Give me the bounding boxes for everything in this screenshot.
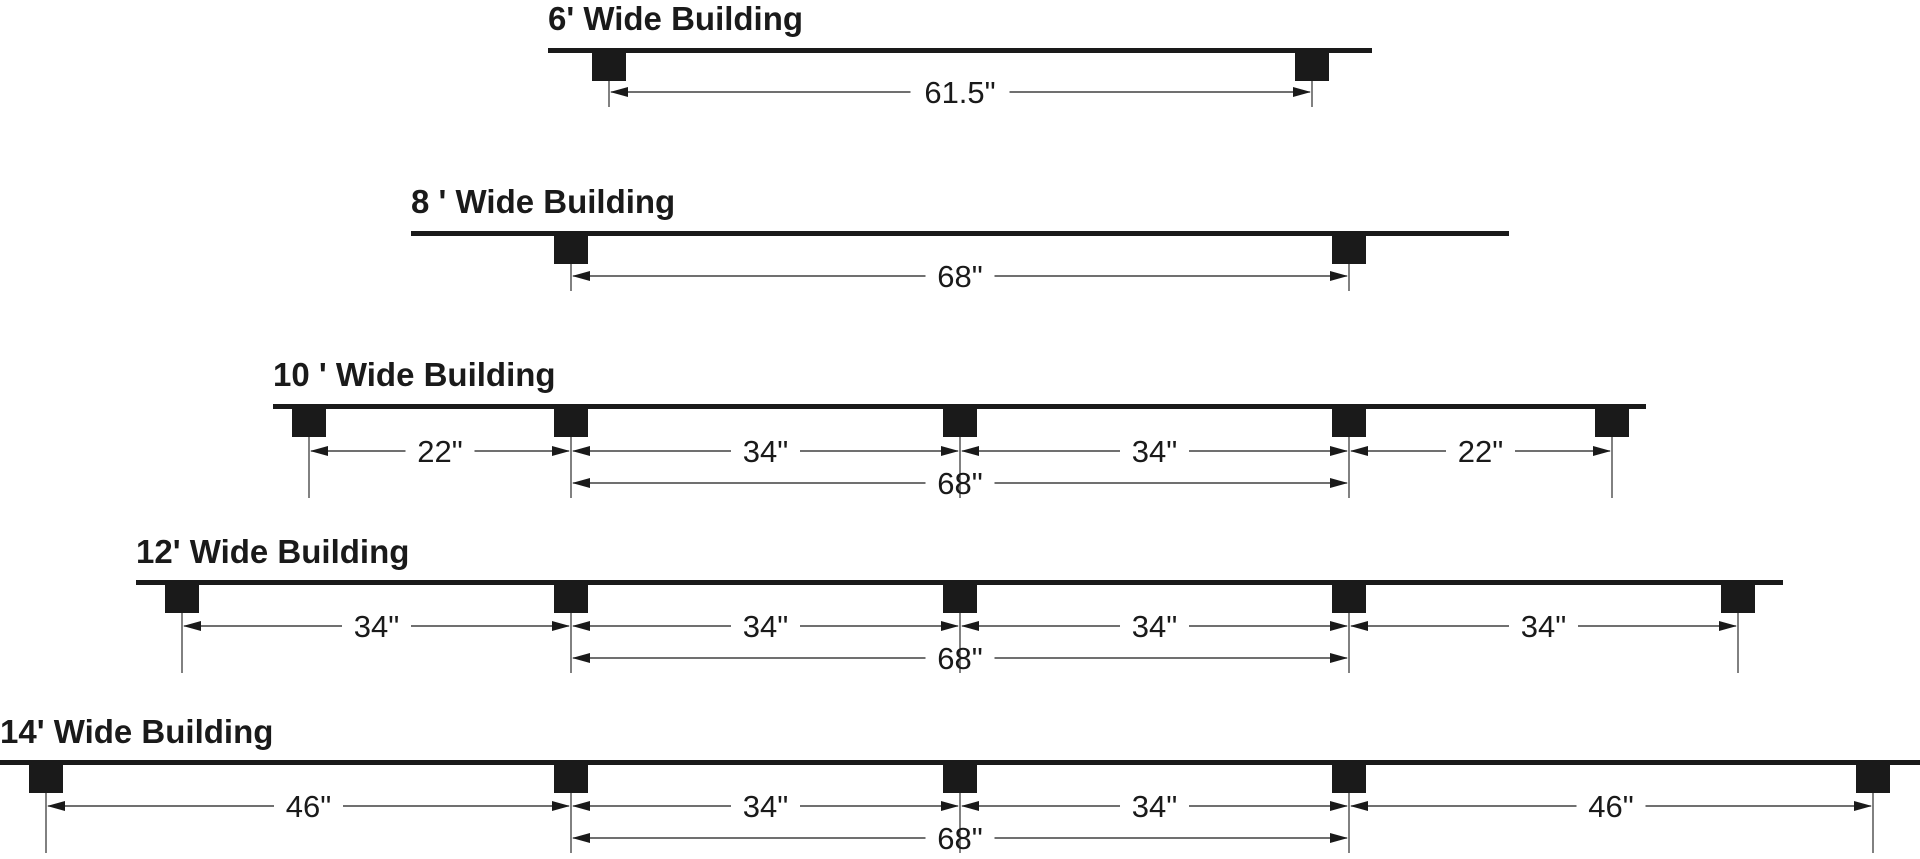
runner-block [592, 52, 626, 81]
arrowhead-right [941, 621, 959, 631]
dimension [572, 609, 959, 644]
dimension [572, 789, 959, 824]
dimension [961, 609, 1348, 644]
dimension [310, 434, 570, 469]
runner-block [943, 764, 977, 793]
dimension-label: 34" [1131, 789, 1178, 824]
floor-beam [548, 48, 1372, 53]
arrowhead-left [572, 653, 590, 663]
building-title: 6' Wide Building [548, 0, 804, 37]
runner-block [1721, 584, 1755, 613]
runner-block [1295, 52, 1329, 81]
dimension [961, 434, 1348, 469]
building-diagram-3 [273, 356, 1646, 501]
arrowhead-left [572, 801, 590, 811]
arrowhead-right [1330, 446, 1348, 456]
arrowhead-right [1330, 271, 1348, 281]
runner-block [1332, 235, 1366, 264]
arrowhead-right [1330, 478, 1348, 488]
dimension-label: 22" [1457, 434, 1504, 469]
arrowhead-left [610, 87, 628, 97]
arrowhead-left [572, 833, 590, 843]
runner-block [1332, 764, 1366, 793]
runner-block [943, 408, 977, 437]
dimension [961, 789, 1348, 824]
arrowhead-right [1293, 87, 1311, 97]
dimension [1350, 789, 1872, 824]
dimension [572, 821, 1348, 856]
runner-block [1332, 584, 1366, 613]
dimension [572, 434, 959, 469]
arrowhead-right [552, 446, 570, 456]
arrowhead-right [941, 446, 959, 456]
dimension [572, 641, 1348, 676]
dimension [1350, 434, 1611, 469]
dimension [610, 75, 1311, 110]
dimension [183, 609, 570, 644]
building-title: 14' Wide Building [0, 713, 274, 750]
dimension-label: 22" [417, 434, 463, 469]
runner-block [292, 408, 326, 437]
arrowhead-right [1854, 801, 1872, 811]
runner-block [554, 764, 588, 793]
dimension-label: 68" [937, 641, 983, 676]
dimension [572, 259, 1348, 294]
building-title: 8 ' Wide Building [411, 183, 676, 220]
dimension-label: 34" [1520, 609, 1567, 644]
dimension-label: 34" [742, 609, 789, 644]
building-title: 10 ' Wide Building [273, 356, 556, 393]
arrowhead-left [1350, 801, 1368, 811]
dimension-label: 34" [742, 789, 789, 824]
dimension-label: 46" [285, 789, 332, 824]
arrowhead-left [1350, 621, 1368, 631]
arrowhead-right [552, 801, 570, 811]
building-title: 12' Wide Building [136, 533, 410, 570]
arrowhead-left [961, 801, 979, 811]
runner-block [29, 764, 63, 793]
arrowhead-left [183, 621, 201, 631]
runner-block [554, 235, 588, 264]
arrowhead-left [572, 271, 590, 281]
arrowhead-right [941, 801, 959, 811]
arrowhead-left [961, 446, 979, 456]
runner-block [1595, 408, 1629, 437]
runner-block [943, 584, 977, 613]
arrowhead-right [552, 621, 570, 631]
runner-block [1856, 764, 1890, 793]
dimension [1350, 609, 1737, 644]
arrowhead-right [1593, 446, 1611, 456]
dimension [47, 789, 570, 824]
building-diagram-2 [411, 183, 1509, 294]
arrowhead-right [1330, 621, 1348, 631]
runner-block [554, 408, 588, 437]
arrowhead-right [1719, 621, 1737, 631]
dimension-label: 34" [353, 609, 400, 644]
runner-block [165, 584, 199, 613]
building-diagram-1 [548, 0, 1372, 110]
arrowhead-left [572, 478, 590, 488]
dimension-label: 61.5" [924, 75, 996, 110]
arrowhead-left [310, 446, 328, 456]
building-diagram-5 [0, 713, 1920, 856]
dimension-label: 68" [937, 259, 983, 294]
building-diagram-4 [136, 533, 1783, 676]
arrowhead-left [572, 446, 590, 456]
runner-block [554, 584, 588, 613]
arrowhead-left [1350, 446, 1368, 456]
dimension-label: 34" [1131, 609, 1178, 644]
dimension-label: 34" [742, 434, 789, 469]
arrowhead-left [961, 621, 979, 631]
dimension [572, 466, 1348, 501]
dimension-label: 68" [937, 821, 983, 856]
dimension-label: 34" [1131, 434, 1178, 469]
arrowhead-right [1330, 653, 1348, 663]
dimension-label: 68" [937, 466, 983, 501]
runner-block [1332, 408, 1366, 437]
arrowhead-right [1330, 833, 1348, 843]
arrowhead-left [47, 801, 65, 811]
arrowhead-right [1330, 801, 1348, 811]
arrowhead-left [572, 621, 590, 631]
dimension-label: 46" [1588, 789, 1634, 824]
